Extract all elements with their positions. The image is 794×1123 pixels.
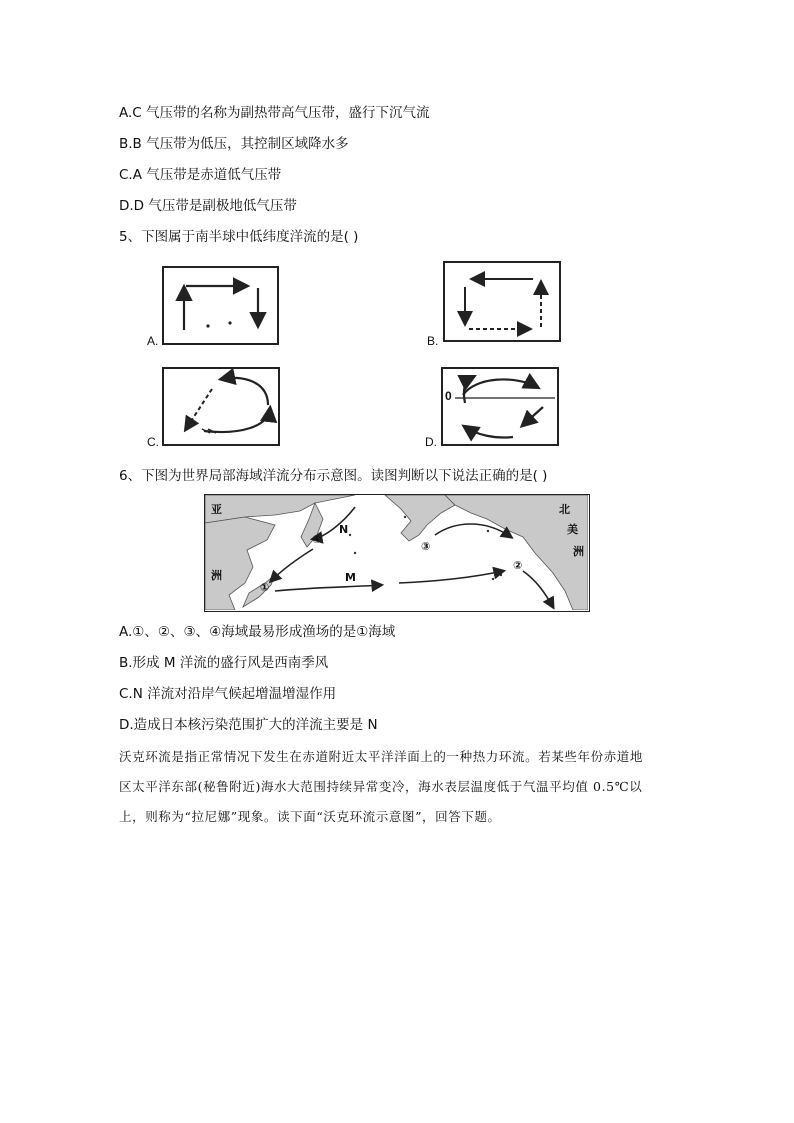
q6-stem: 6、下图为世界局部海域洋流分布示意图。读图判断以下说法正确的是( ) [119,468,548,484]
map-label-circle-2: ② [513,559,523,572]
map-label-circle-4: ④ [312,533,322,546]
q6-ocean-current-map [204,494,590,612]
q5-diagram-a [162,266,279,345]
q5-label-c: C. [147,435,159,449]
map-label-na-3: 洲 [573,545,584,558]
map-label-circle-3: ③ [421,540,431,553]
q5-label-a: A. [147,334,159,348]
q5-diagram-b [443,261,561,342]
passage-line-1: 沃克环流是指正常情况下发生在赤道附近太平洋洋面上的一种热力环流。若某些年份赤道地 [119,749,644,764]
map-label-asia-1: 亚 [211,503,222,516]
passage-line-3: 上，则称为“拉尼娜”现象。读下面“沃克环流示意图”，回答下题。 [119,809,501,824]
q5-diagram-d [441,367,559,446]
q5-stem: 5、下图属于南半球中低纬度洋流的是( ) [119,229,359,245]
q5-d-zero-label: 0 [445,389,452,403]
map-label-na-2: 美 [567,523,578,536]
q4-option-b: B.B 气压带为低压，其控制区域降水多 [119,136,349,152]
q6-option-b: B.形成 M 洋流的盛行风是西南季风 [119,655,329,671]
q4-option-d: D.D 气压带是副极地低气压带 [119,198,297,214]
q6-option-c: C.N 洋流对沿岸气候起增温增湿作用 [119,686,337,702]
q6-option-a: A.①、②、③、④海域最易形成渔场的是①海域 [119,624,396,640]
q5-diagram-c [162,367,280,446]
map-label-asia-2: 洲 [211,569,222,582]
passage-line-2: 区太平洋东部(秘鲁附近)海水大范围持续异常变冷，海水表层温度低于气温平均值 0.5℃以 [119,779,643,794]
map-label-na-1: 北 [559,503,570,516]
q4-option-c: C.A 气压带是赤道低气压带 [119,167,282,183]
map-label-n-current: N [339,523,349,536]
q4-option-a: A.C 气压带的名称为副热带高气压带，盛行下沉气流 [119,105,430,121]
q5-label-d: D. [425,435,437,449]
map-label-circle-1: ① [260,581,270,594]
q6-option-d: D.造成日本核污染范围扩大的洋流主要是 N [119,717,378,733]
map-label-m-current: M [345,571,356,584]
walker-circulation-passage [119,742,679,832]
q5-label-b: B. [427,334,439,348]
